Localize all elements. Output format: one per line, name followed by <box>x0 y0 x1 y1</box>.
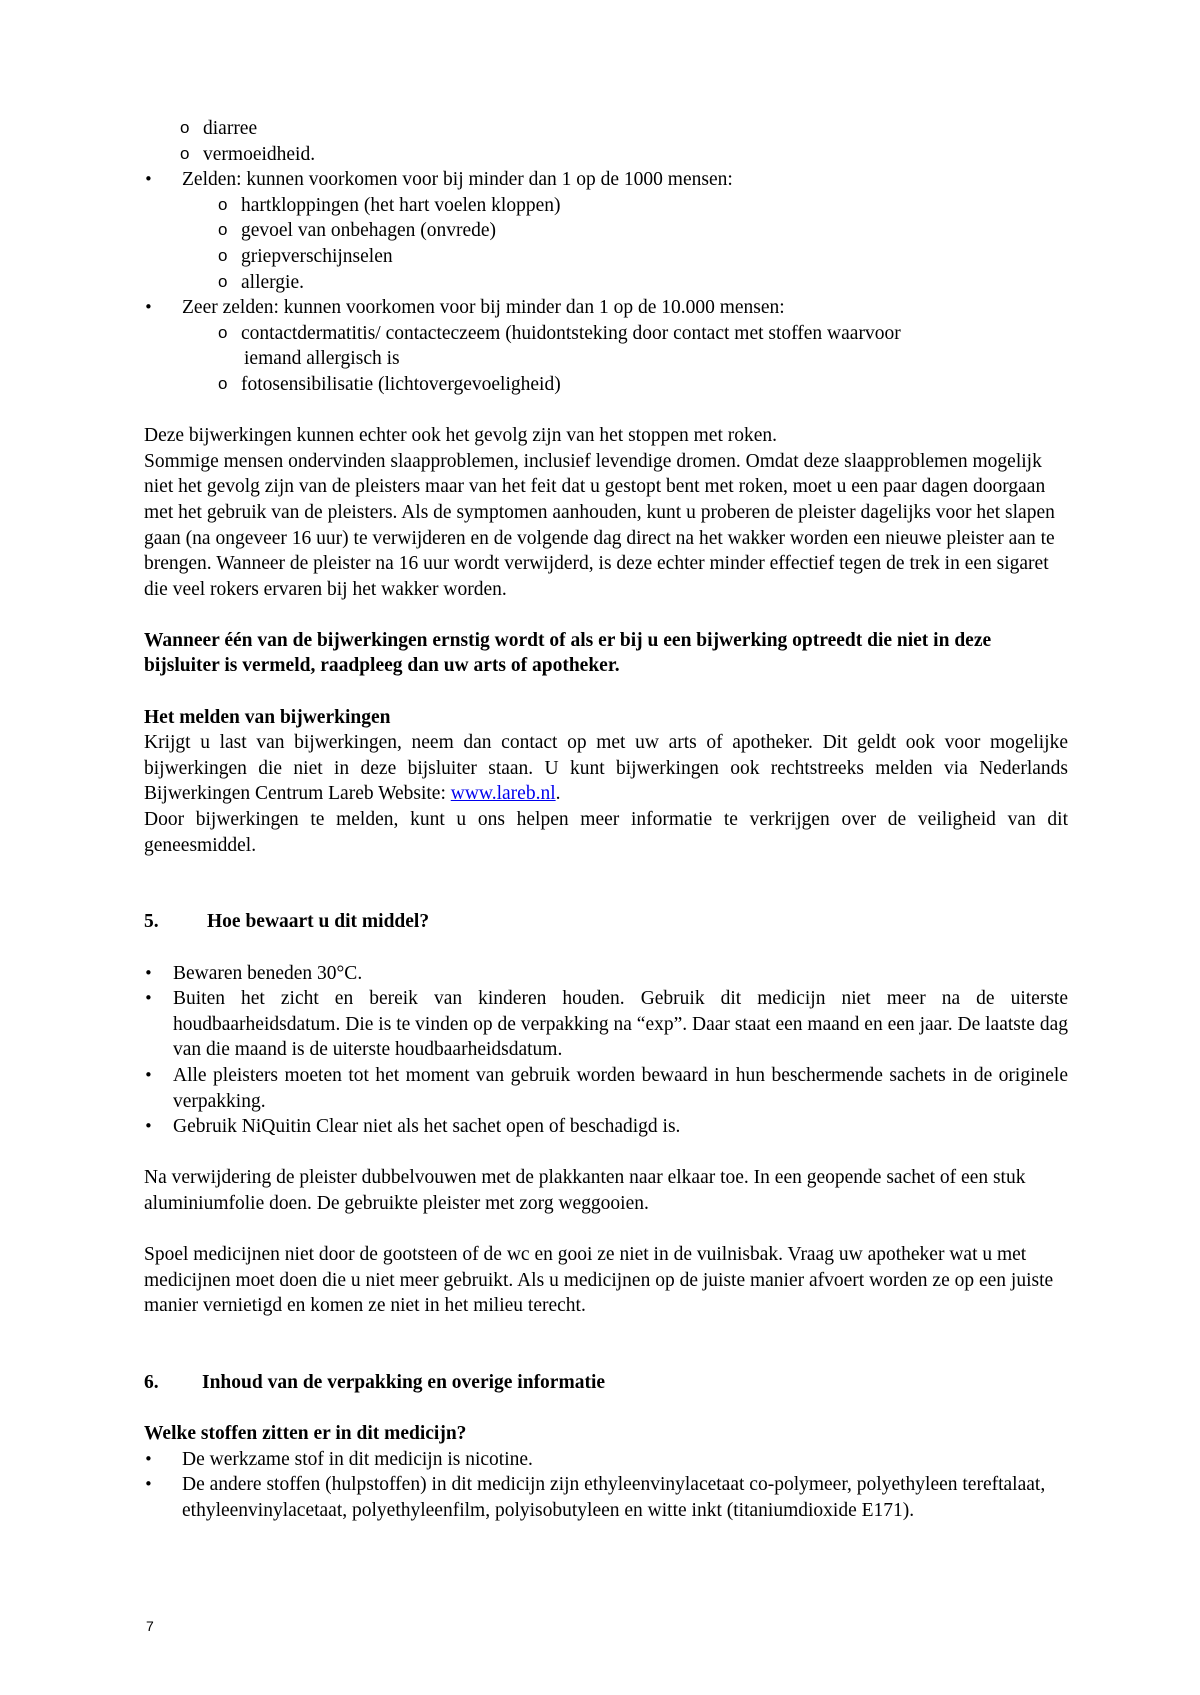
warning-text: Wanneer één van de bijwerkingen ernstig wordt of als er bij u een bijwerking optreedt die niet in deze bijsluiter is vermeld, raadpleeg dan uw arts of apotheker. <box>144 629 992 677</box>
list-item: o allergie. <box>144 270 1068 296</box>
list-item: • Buiten het zicht en bereik van kinderen houden. Gebruik dit medicijn niet meer na de uiterste houdbaarheidsdatum. Die is te vinden op de verpakking na “exp”. Daar staat een maand en een jaar. De laatste dag van die maand is de uiterste houdbaarheidsdatum. <box>144 986 1068 1063</box>
list-item: o gevoel van onbehagen (onvrede) <box>144 218 1068 244</box>
section-title: Inhoud van de verpakking en overige informatie <box>202 1372 606 1394</box>
reporting-text: Krijgt u last van bijwerkingen, neem dan contact op met uw arts of apotheker. Dit geldt ook voor mogelijke bijwerkingen die niet in deze bijsluiter staan. U kunt bijwerkingen ook rechtstreeks melden via Nederlands Bijwerkingen Centrum Lareb Website: <box>144 732 1068 805</box>
list-item: o hartkloppingen (het hart voelen kloppen) <box>144 193 1068 219</box>
list-item: • Alle pleisters moeten tot het moment van gebruik worden bewaard in hun beschermende sachets in de originele verpakking. <box>144 1063 1068 1114</box>
frequency-group-rare <box>144 167 1068 295</box>
lareb-link[interactable]: www.lareb.nl <box>450 783 556 805</box>
list-item: • De andere stoffen (hulpstoffen) in dit medicijn zijn ethyleenvinylacetaat co-polymeer, polyethyleen tereftalaat, ethyleenvinylacetaat, polyethyleenfilm, polyisobutyleen en witte inkt (titaniumdioxide E171). <box>144 1472 1068 1523</box>
frequency-group-very-rare <box>144 295 1068 397</box>
sleep-intro: Deze bijwerkingen kunnen echter ook het gevolg zijn van het stoppen met roken. <box>144 425 778 447</box>
reporting-text-end: . <box>555 783 561 805</box>
section-number: 6. <box>144 1372 159 1394</box>
list-item-continuation: iemand allergisch is <box>244 348 400 370</box>
list-item: • De werkzame stof in dit medicijn is nicotine. <box>144 1447 1068 1473</box>
list-item: o griepverschijnselen <box>144 244 1068 270</box>
reporting-title: Het melden van bijwerkingen <box>144 706 391 728</box>
section-title: Hoe bewaart u dit middel? <box>207 911 430 933</box>
sleep-paragraph: Sommige mensen ondervinden slaapproblemen, inclusief levendige dromen. Omdat deze slaapproblemen mogelijk niet het gevolg zijn van de pleisters maar van het feit dat u gestopt bent met roken, moet u een paar dagen doorgaan met het gebruik van de pleisters. Als de symptomen aanhouden, kunt u proberen de pleister dagelijks voor het slapen gaan (na ongeveer 16 uur) te verwijderen en de volgende dag direct na het wakker worden een nieuwe pleister aan te brengen. Wanneer de pleister na 16 uur wordt verwijderd, is deze echter minder effectief tegen de trek in een sigaret die veel rokers ervaren bij het wakker worden. <box>144 450 1055 600</box>
list-item: • Bewaren beneden 30°C. <box>144 961 1068 987</box>
list-item: o vermoeidheid. <box>106 142 1068 168</box>
list-item: o diarree <box>106 116 1068 142</box>
page-content <box>144 116 1068 1524</box>
list-item-text: contactdermatitis/ contacteczeem (huidontsteking door contact met stoffen waarvoor <box>241 322 901 344</box>
rare-effects-list <box>144 193 1068 295</box>
section-6-heading <box>144 1370 1068 1396</box>
very-rare-effects-list <box>144 321 1068 398</box>
list-item: o fotosensibilisatie (lichtovergevoeligheid) <box>144 372 1068 398</box>
ingredients-list <box>144 1447 1068 1524</box>
frequency-label: Zeer zelden: kunnen voorkomen voor bij minder dan 1 op de 10.000 mensen: <box>182 297 785 319</box>
page-number: 7 <box>146 1618 154 1634</box>
section-5-heading <box>144 909 1068 935</box>
disposal-paragraph: Na verwijdering de pleister dubbelvouwen met de plakkanten naar elkaar toe. In een geopende sachet of een stuk aluminiumfolie doen. De gebruikte pleister met zorg weggooien. <box>144 1167 1026 1214</box>
section-number: 5. <box>144 911 159 933</box>
reporting-paragraph-2: Door bijwerkingen te melden, kunt u ons helpen meer informatie te verkrijgen over de veiligheid van dit geneesmiddel. <box>144 809 1068 856</box>
continued-side-effects-list <box>106 116 1068 167</box>
storage-list <box>144 961 1068 1140</box>
medicine-disposal-paragraph: Spoel medicijnen niet door de gootsteen of de wc en gooi ze niet in de vuilnisbak. Vraag uw apotheker wat u met medicijnen moet doen die u niet meer gebruikt. Als u medicijnen op de juiste manier afvoert worden ze op een juiste manier vernietigd en komen ze niet in het milieu terecht. <box>144 1244 1054 1317</box>
reporting-paragraph <box>144 730 1068 807</box>
ingredients-subtitle: Welke stoffen zitten er in dit medicijn? <box>144 1423 467 1445</box>
frequency-label: Zelden: kunnen voorkomen voor bij minder dan 1 op de 1000 mensen: <box>182 169 733 191</box>
frequency-list <box>144 167 1068 397</box>
list-item: • Gebruik NiQuitin Clear niet als het sachet open of beschadigd is. <box>144 1114 1068 1140</box>
list-item <box>144 321 1068 372</box>
